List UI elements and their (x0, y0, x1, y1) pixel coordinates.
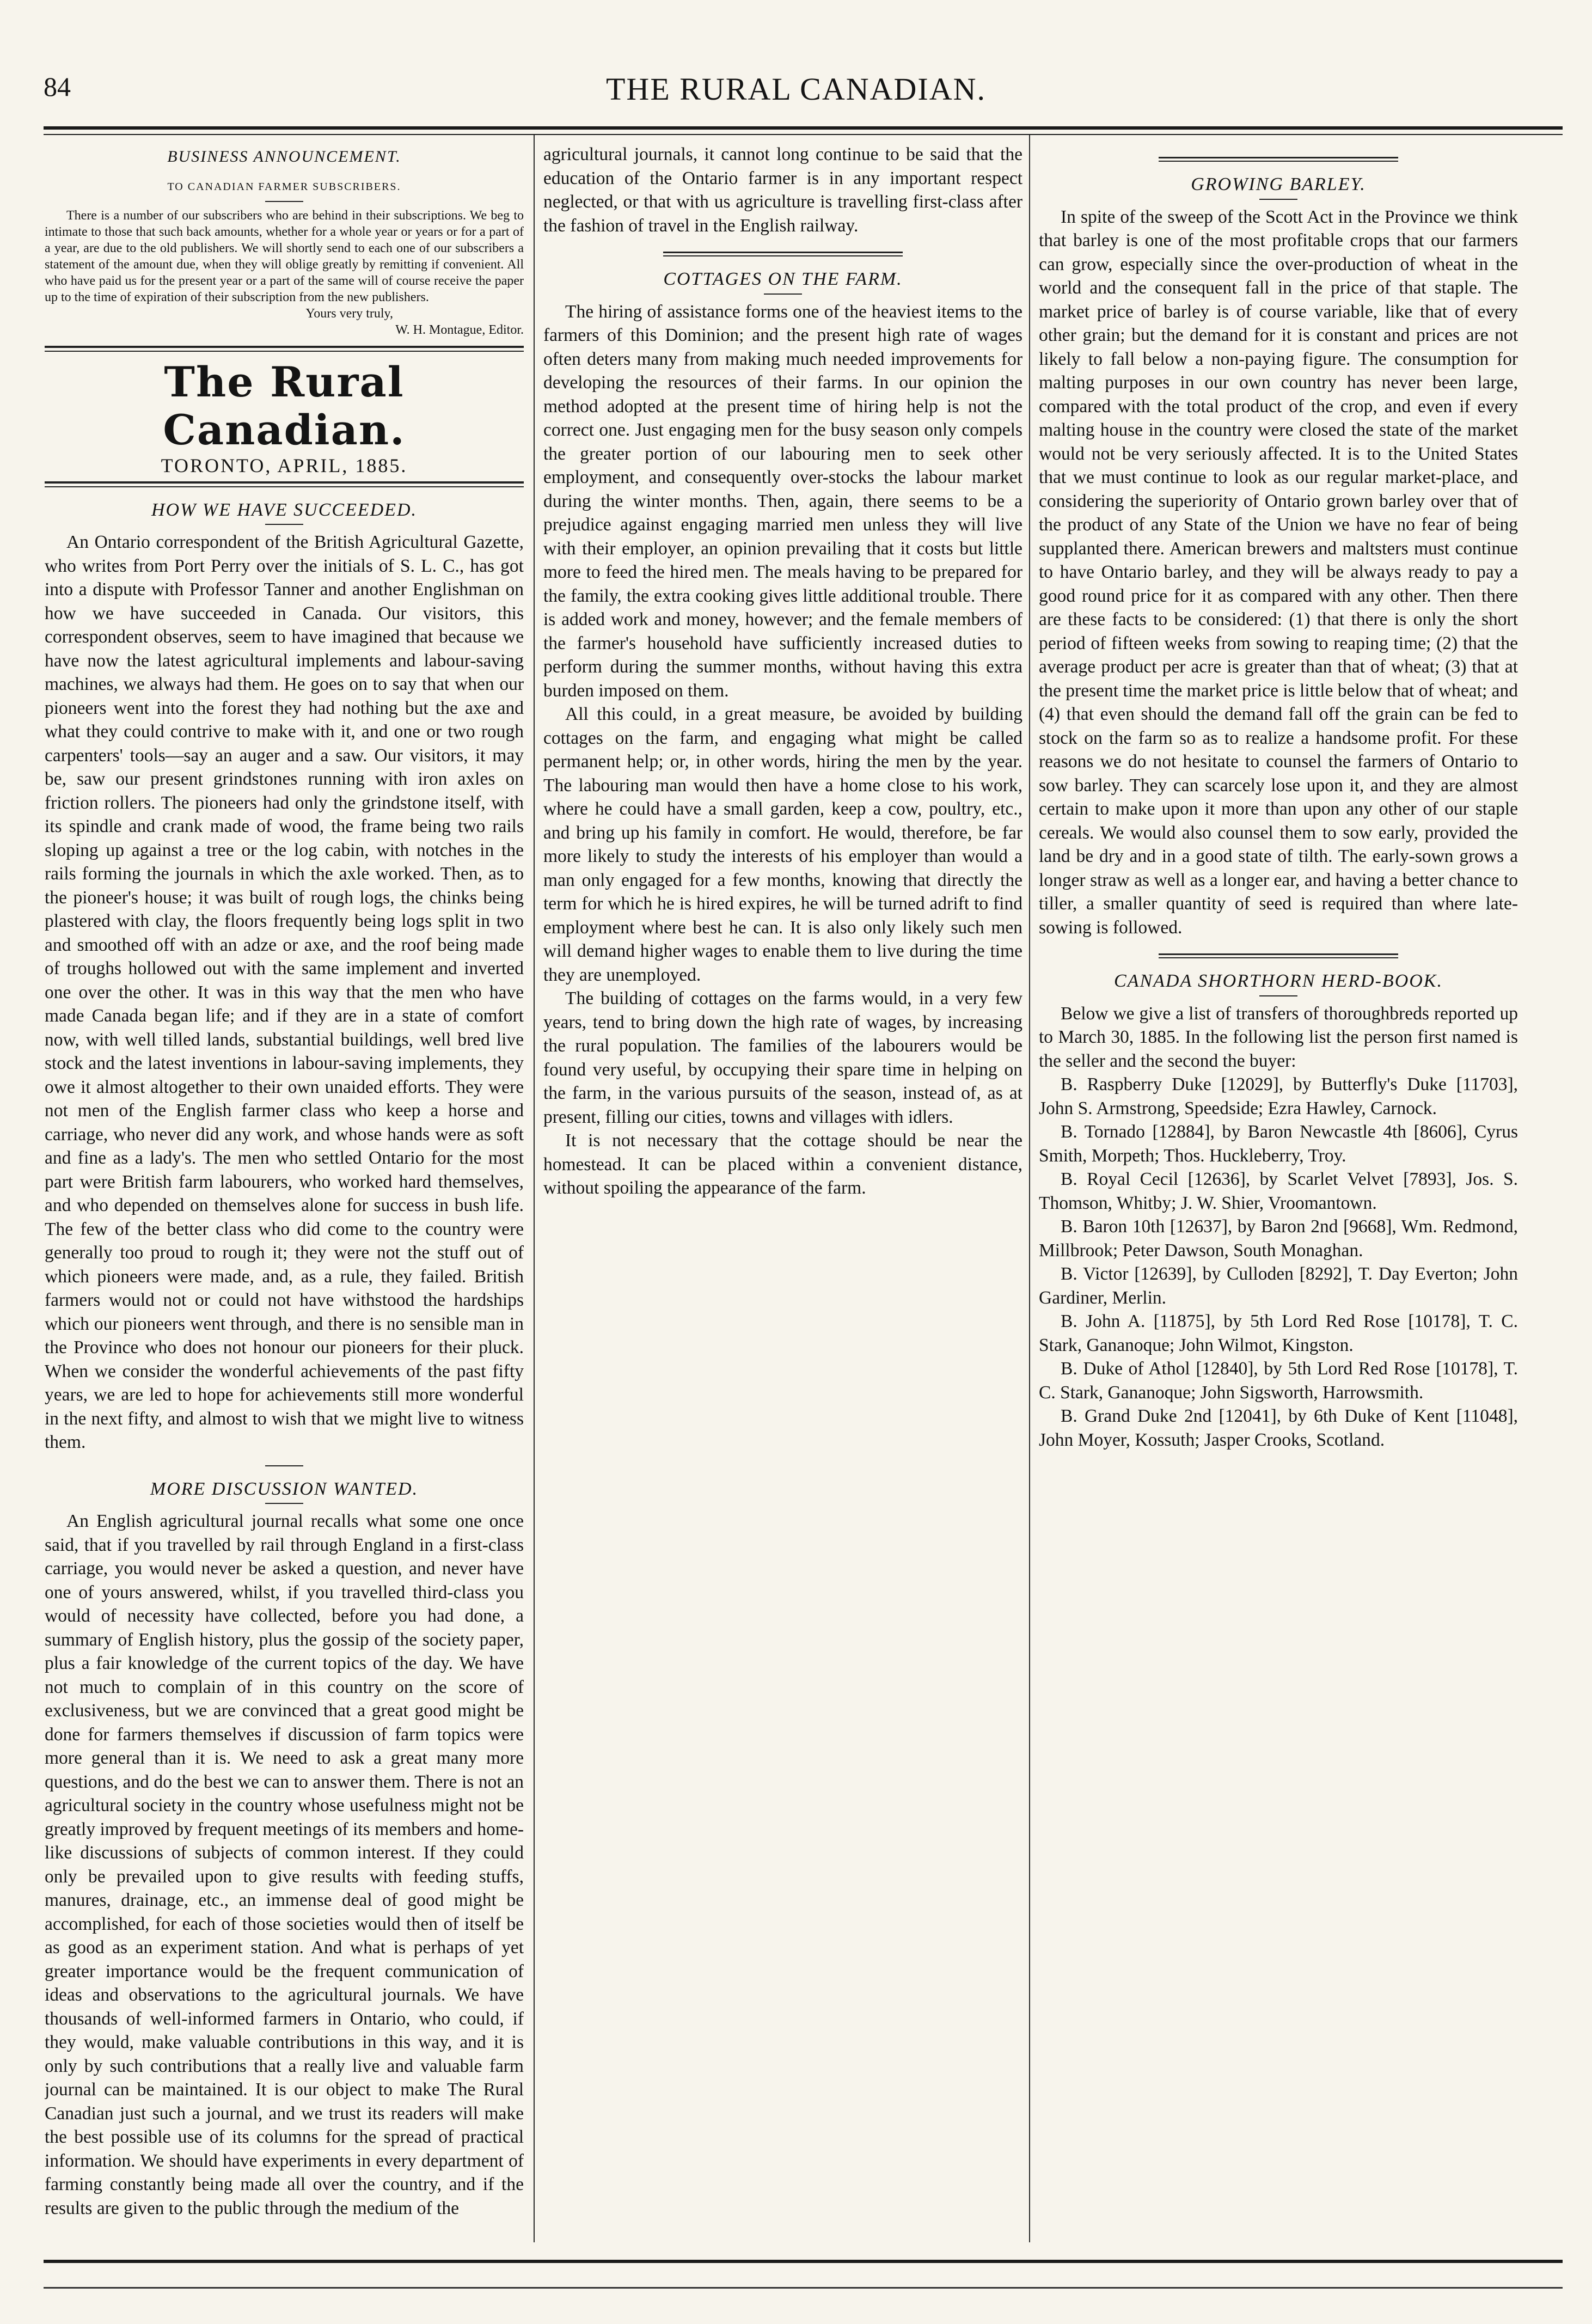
herd-book-entry: B. Grand Duke 2nd [12041], by 6th Duke of Kent [11048], John Moyer, Kossuth; Jasper Crooks, Scotland. (1039, 1406, 1518, 1450)
section-rule (1159, 953, 1398, 958)
short-dash (265, 1465, 303, 1466)
column-3-flow (1039, 157, 1518, 1452)
column-2-flow (543, 143, 1022, 1200)
short-dash (265, 1503, 303, 1504)
column-2 (543, 143, 1022, 2245)
herd-book-entry: B. Tornado [12884], by Baron Newcastle 4th [8606], Cyrus Smith, Morpeth; Thos. Huckleberry, Troy. (1039, 1122, 1518, 1166)
column-1 (45, 143, 524, 2245)
herd-book-entry: B. Victor [12639], by Culloden [8292], T. Day Everton; John Gardiner, Merlin. (1039, 1264, 1518, 1308)
article-paragraph-cottages: It is not necessary that the cottage should be near the homestead. It can be placed within a convenient distance, without spoiling the appearance of the farm. (543, 1130, 1022, 1198)
short-dash (1259, 199, 1297, 200)
article-body-more-discussion-continued: agricultural journals, it cannot long continue to be said that the education of the Ontario farmer is in any important respect neglected, or that with us agriculture is travelling first-class after the fashion of travel in the English railway. (543, 144, 1022, 236)
column-3 (1039, 143, 1518, 2245)
masthead-rule-bottom (45, 481, 524, 487)
article-body-more-discussion: An English agricultural journal recalls what some one once said, that if you travelled by rail through England in a first-class carriage, you would never be asked a question, and never have one of yours answered, whilst, if you travelled third-class you would of necessity have collected, before you had done, a summary of English history, plus the gossip of the society paper, plus a fair knowledge of the current topics of the day. We have not much to complain of in this country on the score of exclusiveness, but we are convinced that a great good might be done for farmers themselves if discussion of farm topics were more general than it is. We need to ask a great many more questions, and do the best we can to answer them. There is not an agricultural society in the country whose usefulness might not be greatly improved by frequent meetings of its members and home-like discussions of subjects of common interest. If they could only be prevailed upon to give results with feeding stuffs, manures, drainage, etc., an immense deal of good might be accomplished, for each of those societies would then of itself be as good as an experiment station. And what is perhaps of yet greater importance would be the frequent communication of ideas and observations to the agricultural journals. We have thousands of well-informed farmers in Ontario, who could, if they would, make valuable contributions in this way, and it is only by such contributions that a really live and valuable farm journal can be maintained. It is our object to make The Rural Canadian just such a journal, and we trust its readers will make the best possible use of its columns for the spread of practical information. We should have experiments in every department of farming constantly being made all over the country, and if the results are given to the public through the medium of the (45, 1511, 524, 2218)
column-rule-1 (534, 135, 535, 2242)
section-rule (663, 252, 903, 256)
bottom-rule-thin (44, 2287, 1563, 2289)
herd-book-entry: B. Duke of Athol [12840], by 5th Lord Red Rose [10178], T. C. Stark, Gananoque; John Sigsworth, Harrowsmith. (1039, 1359, 1518, 1403)
article-body-growing-barley: In spite of the sweep of the Scott Act in the Province we think that barley is one of the most profitable crops that our farmers can grow, especially since the over-production of wheat in the world and the consequent fall in the price of that staple. The market price of barley is of course variable, like that of every other grain; but the demand for it is constant and prices are not likely to fall below a non-paying figure. The consumption for malting purposes in our own country has never been large, compared with the total product of the crop, and even if every malting house in the country were closed the state of the market would not be very seriously affected. It is to the United States that we must continue to look as our regular market-place, and considering the superiority of Ontario grown barley over that of the product of any State of the Union we have no fear of being supplanted there. American brewers and maltsters must continue to have Ontario barley, and they will be always ready to pay a good round price for it as compared with any other. Then there are these facts to be considered: (1) that there is only the short period of fifteen weeks from sowing to reaping time; (2) that the average product per acre is greater than that of wheat; (3) that at the present time the market price is little below that of wheat; and (4) that even should the demand fall off the grain can be fed to stock on the farm so as to realize a handsome profit. For these reasons we do not hesitate to counsel the farmers of Ontario to sow barley. They can scarcely lose upon it, and they are almost certain to make upon it more than upon any other of our staple cereals. We would also counsel them to sow early, provided the land be dry and in a good state of tilth. The early-sown grows a longer straw as well as a longer ear, and having a better chance to tiller, a smaller quantity of seed is required than where late-sowing is followed. (1039, 206, 1518, 938)
article-heading-shorthorn-herd-book: CANADA SHORTHORN HERD-BOOK. (1114, 971, 1443, 991)
business-closing: Yours very truly, (305, 307, 393, 321)
herd-book-entry: B. John A. [11875], by 5th Lord Red Rose [10178], T. C. Stark, Gananoque; John Wilmot, Kingston. (1039, 1311, 1518, 1355)
masthead-dateline: TORONTO, APRIL, 1885. (161, 455, 408, 476)
short-dash (1259, 995, 1297, 996)
masthead-title: The Rural Canadian. (163, 358, 406, 454)
article-paragraph-cottages: All this could, in a great measure, be avoided by building cottages on the farm, and engaging what might be called permanent help; or, in other words, hiring the men by the year. The labouring man would then have a home close to his work, where he could have a small garden, keep a cow, poultry, etc., and bring up his family in comfort. He would, therefore, be far more likely to study the interests of his employer than would a man only engaged for a few months, knowing that directly the term for which he is hired expires, he will be turned adrift to find employment where best he can. It is also only likely such men will demand higher wages to enable them to live during the time they are unemployed. (543, 704, 1022, 985)
article-paragraph-cottages: The building of cottages on the farms would, in a very few years, tend to bring down the high rate of wages, by increasing the rural population. The families of the labourers would be found very useful, by occupying their spare time in helping on the farm, in the various pursuits of the season, instead of, as at present, filling our cities, towns and villages with idlers. (543, 988, 1022, 1127)
article-heading-growing-barley: GROWING BARLEY. (1191, 174, 1366, 194)
masthead-rule (45, 346, 524, 352)
article-intro-shorthorn-herd-book: Below we give a list of transfers of thoroughbreds reported up to March 30, 1885. In the following list the person first named is the seller and the second the buyer: (1039, 1003, 1518, 1071)
column-rule-2 (1029, 135, 1030, 2242)
article-body-how-we-have-succeeded: An Ontario correspondent of the British Agricultural Gazette, who writes from Port Perry over the initials of S. L. C., has got into a dispute with Professor Tanner and another Englishman on how we have succeeded in Canada. Our visitors, this correspondent observes, seem to have imagined that because we have now the latest agricultural implements and labour-saving machines, we always had them. He goes on to say that when our pioneers went into the forest they had nothing but the axe and what they could contrive to make with it, and one or two rough carpenters' tools—say an auger and a saw. Our visitors, it may be, saw our present grindstones running with iron axles on friction rollers. The pioneers had only the grindstone itself, with its spindle and crank made of wood, the frame being two rails sloping up against a tree or the log cabin, with notches in the rails forming the journals in which the axle worked. Then, as to the pioneer's house; it was built of rough logs, the chinks being plastered with clay, the floors frequently being logs split in two and smoothed off with an adze or axe, and the roof being made of troughs hollowed out with the same implement and inverted one over the other. It was in this way that the men who have made Canada began life; and if they are in a state of comfort now, with well tilled lands, substantial buildings, well bred live stock and the latest inventions in labour-saving implements, they owe it almost altogether to their own unaided efforts. They were not men of the English farmer class who keep a horse and carriage, who never did any work, and whose hands were as soft and fine as a lady's. The men who settled Ontario for the most part were British farm labourers, who worked hard themselves, and who depended on themselves alone for success in bush life. The few of the better class who did come to the country were generally too proud to rough it; they were not the stuff out of which pioneers were made, and, as a rule, they failed. British farmers would not or could not have withstood the hardships which our pioneers went through, and there is no sensible man in the Province who does not honour our pioneers for their pluck. When we consider the wonderful achievements of the past fifty years, we are led to hope for achievements still more wonderful in the next fifty, and almost to wish that we might live to witness them. (45, 532, 524, 1452)
short-dash (265, 201, 303, 202)
herd-book-entry: B. Raspberry Duke [12029], by Butterfly's Duke [11703], John S. Armstrong, Speedside; Ezra Hawley, Carnock. (1039, 1074, 1518, 1118)
article-heading-cottages: COTTAGES ON THE FARM. (663, 269, 903, 289)
top-rule (44, 126, 1563, 135)
business-subheading: TO CANADIAN FARMER SUBSCRIBERS. (167, 180, 401, 193)
article-heading-how-we-have-succeeded: HOW WE HAVE SUCCEEDED. (151, 499, 417, 520)
herd-book-entry: B. Royal Cecil [12636], by Scarlet Velvet [7893], Jos. S. Thomson, Whitby; J. W. Shier, Vroomantown. (1039, 1169, 1518, 1213)
business-heading: BUSINESS ANNOUNCEMENT. (167, 148, 401, 166)
article-heading-more-discussion: MORE DISCUSSION WANTED. (150, 1478, 419, 1499)
business-body: There is a number of our subscribers who are behind in their subscriptions. We beg to intimate to those that such back amounts, whether for a whole year or years or for a part of a year, are due to the old publishers. We will shortly send to each one of our subscribers a statement of the amount due, when they will oblige greatly by remitting if convenient. All who have paid us for the present year or a part of the same will of course receive the paper up to the time of expiration of their subscription from the new publishers. (45, 209, 524, 304)
herd-book-entry: B. Baron 10th [12637], by Baron 2nd [9668], Wm. Redmond, Millbrook; Peter Dawson, South Monaghan. (1039, 1216, 1518, 1261)
page-number: 84 (44, 71, 71, 102)
running-title: THE RURAL CANADIAN. (606, 71, 986, 107)
short-dash (764, 293, 802, 295)
section-rule (1159, 157, 1398, 162)
bottom-rule (44, 2260, 1563, 2263)
article-paragraph-cottages: The hiring of assistance forms one of the heaviest items to the farmers of this Dominion; and the present high rate of wages often deters many from making much needed improvements for developing the resources of their farms. In our opinion the method adopted at the present time of hiring help is not the correct one. Just engaging men for the busy season only compels the greater portion of our labouring men to seek other employment, and consequently over-stocks the labour market during the winter months. Then, again, there seems to be a prejudice against engaging married men unless they will live with their employer, an opinion prevailing that it costs but little more to feed the hired men. The meals having to be prepared for the family, the extra cooking gives little additional trouble. There is added work and money, however; and the female members of the farmer's household have sufficiently increased duties to perform during the summer months, without having this extra burden imposed on them. (543, 301, 1022, 701)
business-signature: W. H. Montague, Editor. (395, 323, 524, 337)
short-dash (265, 524, 303, 525)
